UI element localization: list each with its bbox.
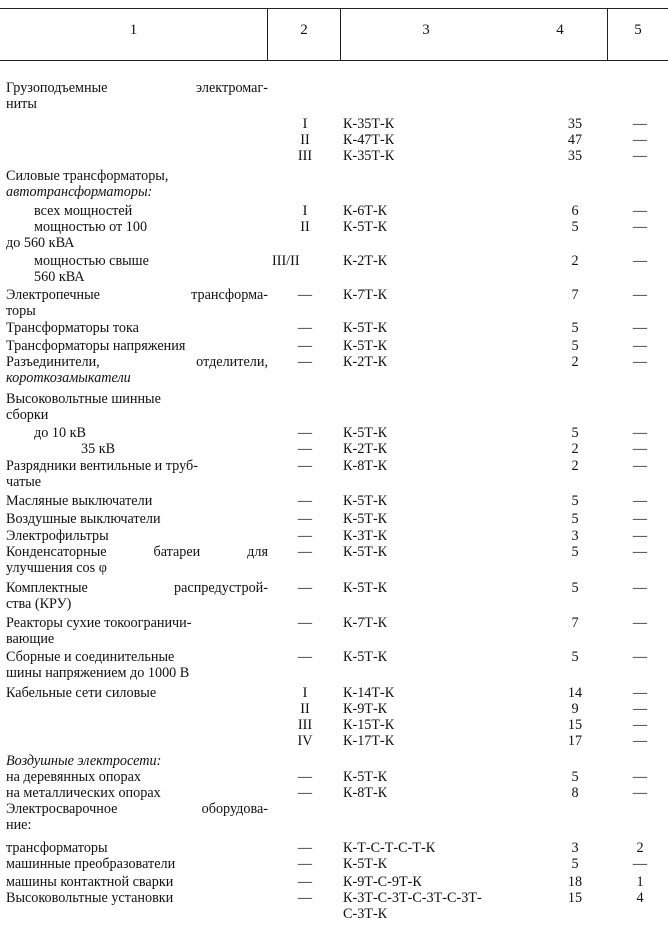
equipment-name bbox=[6, 253, 268, 285]
equipment-name-line: Грузоподъемные электромаг- bbox=[6, 80, 268, 96]
equipment-name-line: машинные преобразователи bbox=[6, 856, 176, 872]
category-cell: — bbox=[297, 856, 313, 872]
equipment-name-line: мощностью от 100 bbox=[34, 219, 148, 235]
repair-cycle-cell bbox=[343, 874, 543, 890]
equipment-name bbox=[6, 493, 268, 509]
category-cell: — bbox=[297, 649, 313, 665]
equipment-name-line: 560 кВА bbox=[34, 269, 85, 285]
equipment-name-line: Кабельные сети силовые bbox=[6, 685, 157, 701]
repair-cycle-cell bbox=[343, 649, 543, 665]
col5-cell: 2 bbox=[636, 840, 644, 856]
category-cell: — bbox=[297, 320, 313, 336]
interval-cell: 5 bbox=[571, 320, 579, 336]
interval-cell: 18 bbox=[567, 874, 583, 890]
repair-cycle-line: К-2Т-К bbox=[343, 354, 388, 370]
col5-cell: — bbox=[632, 354, 648, 370]
interval-cell: 2 bbox=[571, 458, 579, 474]
repair-cycle-line: К-35Т-К bbox=[343, 148, 395, 164]
col5-cell: — bbox=[632, 511, 648, 527]
repair-cycle-cell bbox=[343, 785, 543, 801]
equipment-name-line: Электропечные трансформа- bbox=[6, 287, 268, 303]
equipment-name bbox=[6, 701, 268, 717]
interval-cell: 5 bbox=[571, 425, 579, 441]
col5-cell: — bbox=[632, 287, 648, 303]
repair-cycle-line: К-Т-С-Т-С-Т-К bbox=[343, 840, 436, 856]
interval-cell: 5 bbox=[571, 544, 579, 560]
equipment-name bbox=[6, 840, 268, 856]
repair-cycle-cell bbox=[343, 168, 543, 184]
equipment-name bbox=[6, 890, 268, 906]
category-cell: I bbox=[302, 685, 308, 701]
repair-cycle-cell bbox=[343, 320, 543, 336]
col5-cell: — bbox=[632, 580, 648, 596]
interval-cell: 5 bbox=[571, 856, 579, 872]
repair-cycle-cell bbox=[343, 769, 543, 785]
col5-cell: — bbox=[632, 441, 648, 457]
category-cell: — bbox=[297, 338, 313, 354]
equipment-name bbox=[6, 391, 268, 423]
interval-cell: 5 bbox=[571, 580, 579, 596]
repair-cycle-cell bbox=[343, 116, 543, 132]
equipment-name-line: до 560 кВА bbox=[6, 235, 75, 251]
col5-cell: — bbox=[632, 649, 648, 665]
equipment-name-line: Конденсаторные батареи для bbox=[6, 544, 268, 560]
repair-cycle-cell bbox=[343, 733, 543, 749]
equipment-name-line: торы bbox=[6, 303, 36, 319]
repair-cycle-cell bbox=[343, 458, 543, 474]
equipment-name bbox=[6, 801, 268, 833]
col5-cell: — bbox=[632, 203, 648, 219]
equipment-name-line bbox=[6, 132, 268, 148]
category-cell: III bbox=[297, 717, 313, 733]
col5-cell: — bbox=[632, 320, 648, 336]
repair-cycle-line bbox=[343, 801, 543, 817]
equipment-name-line: Реакторы сухие токоограничи- bbox=[6, 615, 192, 631]
equipment-name bbox=[6, 717, 268, 733]
category-cell: I bbox=[302, 203, 308, 219]
interval-cell: 3 bbox=[571, 528, 579, 544]
category-cell: II bbox=[300, 132, 310, 148]
col5-cell: — bbox=[632, 785, 648, 801]
equipment-name bbox=[6, 769, 268, 785]
equipment-name-line: 35 кВ bbox=[81, 441, 116, 457]
repair-cycle-line: С-3Т-К bbox=[343, 906, 388, 922]
equipment-name-line: Воздушные электросети: bbox=[6, 753, 162, 769]
repair-cycle-line: К-2Т-К bbox=[343, 253, 388, 269]
equipment-name-line: всех мощностей bbox=[34, 203, 133, 219]
equipment-name bbox=[6, 753, 268, 769]
repair-cycle-cell bbox=[343, 425, 543, 441]
equipment-name-line: Разъединители, отделители, bbox=[6, 354, 268, 370]
repair-cycle-line: К-14Т-К bbox=[343, 685, 395, 701]
equipment-name-line: Электросварочное оборудова- bbox=[6, 801, 268, 817]
equipment-name bbox=[6, 528, 268, 544]
repair-cycle-line: К-3Т-К bbox=[343, 528, 388, 544]
col5-cell: 1 bbox=[636, 874, 644, 890]
repair-cycle-cell bbox=[343, 685, 543, 701]
equipment-name-line: ства (КРУ) bbox=[6, 596, 72, 612]
repair-cycle-cell bbox=[343, 287, 543, 303]
category-cell: — bbox=[297, 890, 313, 906]
repair-cycle-cell bbox=[343, 890, 543, 922]
repair-cycle-line bbox=[343, 391, 543, 407]
repair-cycle-cell bbox=[343, 511, 543, 527]
equipment-name-line: Разрядники вентильные и труб- bbox=[6, 458, 198, 474]
equipment-name-line bbox=[6, 701, 268, 717]
equipment-name-line: Масляные выключатели bbox=[6, 493, 153, 509]
col5-cell: — bbox=[632, 425, 648, 441]
repair-cycle-line: К-5Т-К bbox=[343, 219, 388, 235]
col5-cell: — bbox=[632, 458, 648, 474]
equipment-name-line: Электрофильтры bbox=[6, 528, 109, 544]
repair-cycle-cell bbox=[343, 701, 543, 717]
interval-cell: 5 bbox=[571, 338, 579, 354]
interval-cell: 5 bbox=[571, 769, 579, 785]
equipment-name-line: сборки bbox=[6, 407, 49, 423]
category-cell: III/II bbox=[272, 253, 300, 269]
equipment-name bbox=[6, 320, 268, 336]
equipment-name bbox=[6, 116, 268, 132]
col5-cell: — bbox=[632, 493, 648, 509]
repair-cycle-line: К-9Т-К bbox=[343, 701, 388, 717]
repair-cycle-line: К-5Т-К bbox=[343, 544, 388, 560]
equipment-name bbox=[6, 511, 268, 527]
equipment-name bbox=[6, 544, 268, 576]
repair-cycle-cell bbox=[343, 441, 543, 457]
equipment-name bbox=[6, 856, 268, 872]
col5-cell: — bbox=[632, 132, 648, 148]
repair-cycle-line: К-3Т-С-3Т-С-3Т-С-3Т- bbox=[343, 890, 482, 906]
category-cell: II bbox=[300, 701, 310, 717]
repair-cycle-line: К-47Т-К bbox=[343, 132, 395, 148]
equipment-name bbox=[6, 338, 268, 354]
col5-cell: — bbox=[632, 528, 648, 544]
interval-cell: 35 bbox=[567, 116, 583, 132]
equipment-name bbox=[6, 874, 268, 890]
header-col-5: 5 bbox=[634, 22, 642, 38]
equipment-name-line bbox=[6, 733, 268, 749]
col5-cell: — bbox=[632, 856, 648, 872]
equipment-name-line: на металлических опорах bbox=[6, 785, 161, 801]
equipment-name bbox=[6, 441, 268, 457]
category-cell: — bbox=[297, 287, 313, 303]
repair-cycle-line: К-8Т-К bbox=[343, 785, 388, 801]
interval-cell: 7 bbox=[571, 287, 579, 303]
header-col-2: 2 bbox=[300, 22, 308, 38]
repair-cycle-line: К-35Т-К bbox=[343, 116, 395, 132]
equipment-name-line: Сборные и соединительные bbox=[6, 649, 175, 665]
repair-cycle-cell bbox=[343, 493, 543, 509]
category-cell: — bbox=[297, 354, 313, 370]
repair-cycle-cell bbox=[343, 391, 543, 407]
equipment-name bbox=[6, 219, 268, 251]
category-cell: II bbox=[300, 219, 310, 235]
equipment-name-line: автотрансформаторы: bbox=[6, 184, 153, 200]
equipment-name-line: трансформаторы bbox=[6, 840, 108, 856]
interval-cell: 14 bbox=[567, 685, 583, 701]
interval-cell: 3 bbox=[571, 840, 579, 856]
top-rule bbox=[0, 8, 668, 9]
equipment-name bbox=[6, 649, 268, 681]
category-cell: IV bbox=[297, 733, 313, 749]
repair-cycle-cell bbox=[343, 148, 543, 164]
header-col-1: 1 bbox=[129, 22, 138, 38]
equipment-name-line bbox=[6, 148, 268, 164]
equipment-name-line: Комплектные распредустрой- bbox=[6, 580, 268, 596]
repair-cycle-cell bbox=[343, 580, 543, 596]
category-cell: III bbox=[297, 148, 313, 164]
interval-cell: 5 bbox=[571, 219, 579, 235]
equipment-name-line: мощностью свыше bbox=[34, 253, 149, 269]
repair-cycle-line: К-5Т-К bbox=[343, 769, 388, 785]
category-cell: — bbox=[297, 544, 313, 560]
repair-cycle-line: К-5Т-К bbox=[343, 580, 388, 596]
equipment-name bbox=[6, 580, 268, 612]
interval-cell: 6 bbox=[571, 203, 579, 219]
equipment-name-line bbox=[6, 116, 268, 132]
col5-cell: — bbox=[632, 338, 648, 354]
col5-cell: — bbox=[632, 116, 648, 132]
equipment-name bbox=[6, 425, 268, 441]
repair-cycle-line: К-5Т-К bbox=[343, 493, 388, 509]
equipment-name-line: до 10 кВ bbox=[34, 425, 86, 441]
equipment-name-line: Воздушные выключатели bbox=[6, 511, 161, 527]
equipment-name-line: ние: bbox=[6, 817, 32, 833]
repair-cycle-cell bbox=[343, 840, 543, 856]
col5-cell: — bbox=[632, 685, 648, 701]
header-col-4: 4 bbox=[556, 22, 564, 38]
category-cell: — bbox=[297, 458, 313, 474]
equipment-name-line: Высоковольтные установки bbox=[6, 890, 174, 906]
repair-cycle-cell bbox=[343, 203, 543, 219]
equipment-name bbox=[6, 287, 268, 319]
category-cell: — bbox=[297, 528, 313, 544]
category-cell: — bbox=[297, 493, 313, 509]
col5-cell: — bbox=[632, 615, 648, 631]
category-cell: — bbox=[297, 785, 313, 801]
col5-cell: — bbox=[632, 219, 648, 235]
interval-cell: 7 bbox=[571, 615, 579, 631]
category-cell: — bbox=[297, 511, 313, 527]
repair-cycle-line: К-5Т-К bbox=[343, 511, 388, 527]
category-cell: — bbox=[297, 580, 313, 596]
repair-cycle-line: К-7Т-К bbox=[343, 615, 388, 631]
repair-cycle-line: К-5Т-К bbox=[343, 856, 388, 872]
interval-cell: 8 bbox=[571, 785, 579, 801]
interval-cell: 15 bbox=[567, 890, 583, 906]
interval-cell: 9 bbox=[571, 701, 579, 717]
interval-cell: 2 bbox=[571, 441, 579, 457]
repair-cycle-cell bbox=[343, 338, 543, 354]
category-cell: I bbox=[302, 116, 308, 132]
equipment-name bbox=[6, 458, 268, 490]
interval-cell: 5 bbox=[571, 511, 579, 527]
col5-cell: — bbox=[632, 253, 648, 269]
col5-cell: 4 bbox=[636, 890, 644, 906]
equipment-name-line: Трансформаторы тока bbox=[6, 320, 139, 336]
repair-cycle-line bbox=[343, 168, 543, 184]
repair-cycle-cell bbox=[343, 615, 543, 631]
interval-cell: 5 bbox=[571, 649, 579, 665]
interval-cell: 35 bbox=[567, 148, 583, 164]
equipment-name bbox=[6, 80, 268, 112]
equipment-name bbox=[6, 685, 268, 701]
category-cell: — bbox=[297, 874, 313, 890]
interval-cell: 17 bbox=[567, 733, 583, 749]
repair-cycle-cell bbox=[343, 219, 543, 235]
repair-cycle-line: К-5Т-К bbox=[343, 425, 388, 441]
equipment-name bbox=[6, 785, 268, 801]
repair-cycle-line: К-17Т-К bbox=[343, 733, 395, 749]
col5-cell: — bbox=[632, 717, 648, 733]
equipment-name bbox=[6, 354, 268, 386]
equipment-name-line: вающие bbox=[6, 631, 55, 647]
header-col-3: 3 bbox=[422, 22, 430, 38]
interval-cell: 5 bbox=[571, 493, 579, 509]
repair-cycle-cell bbox=[343, 544, 543, 560]
repair-cycle-line: К-5Т-К bbox=[343, 649, 388, 665]
repair-cycle-cell bbox=[343, 80, 543, 96]
repair-cycle-line: К-7Т-К bbox=[343, 287, 388, 303]
category-cell: — bbox=[297, 840, 313, 856]
equipment-name-line: машины контактной сварки bbox=[6, 874, 174, 890]
equipment-name bbox=[6, 148, 268, 164]
repair-cycle-line bbox=[343, 80, 543, 96]
equipment-name-line: Трансформаторы напряжения bbox=[6, 338, 186, 354]
repair-cycle-cell bbox=[343, 753, 543, 769]
equipment-name-line: чатые bbox=[6, 474, 42, 490]
equipment-name-line: Силовые трансформаторы, bbox=[6, 168, 169, 184]
equipment-name-line: улучшения cos φ bbox=[6, 560, 107, 576]
col5-cell: — bbox=[632, 544, 648, 560]
repair-cycle-cell bbox=[343, 801, 543, 817]
col5-cell: — bbox=[632, 148, 648, 164]
repair-cycle-cell bbox=[343, 717, 543, 733]
equipment-name-line: короткозамыкатели bbox=[6, 370, 131, 386]
equipment-name bbox=[6, 733, 268, 749]
equipment-name-line: ниты bbox=[6, 96, 37, 112]
col5-cell: — bbox=[632, 733, 648, 749]
equipment-name bbox=[6, 203, 268, 219]
equipment-name-line: Высоковольтные шинные bbox=[6, 391, 161, 407]
interval-cell: 15 bbox=[567, 717, 583, 733]
equipment-name bbox=[6, 615, 268, 647]
equipment-name-line: шины напряжением до 1000 В bbox=[6, 665, 190, 681]
category-cell: — bbox=[297, 769, 313, 785]
repair-cycle-line: К-6Т-К bbox=[343, 203, 388, 219]
repair-cycle-line: К-15Т-К bbox=[343, 717, 395, 733]
repair-cycle-cell bbox=[343, 528, 543, 544]
col5-cell: — bbox=[632, 701, 648, 717]
repair-cycle-line: К-8Т-К bbox=[343, 458, 388, 474]
repair-cycle-line: К-5Т-К bbox=[343, 320, 388, 336]
repair-cycle-line: К-2Т-К bbox=[343, 441, 388, 457]
equipment-name-line: на деревянных опорах bbox=[6, 769, 142, 785]
interval-cell: 2 bbox=[571, 253, 579, 269]
repair-cycle-line bbox=[343, 753, 543, 769]
repair-cycle-cell bbox=[343, 856, 543, 872]
interval-cell: 2 bbox=[571, 354, 579, 370]
equipment-name bbox=[6, 168, 268, 200]
repair-cycle-cell bbox=[343, 354, 543, 370]
repair-cycle-cell bbox=[343, 132, 543, 148]
category-cell: — bbox=[297, 425, 313, 441]
equipment-name-line bbox=[6, 717, 268, 733]
category-cell: — bbox=[297, 615, 313, 631]
repair-cycle-cell bbox=[343, 253, 543, 269]
category-cell: — bbox=[297, 441, 313, 457]
equipment-name bbox=[6, 132, 268, 148]
repair-cycle-line: К-9Т-С-9Т-К bbox=[343, 874, 422, 890]
interval-cell: 47 bbox=[567, 132, 583, 148]
repair-cycle-line: К-5Т-К bbox=[343, 338, 388, 354]
header-rule bbox=[0, 60, 668, 61]
col5-cell: — bbox=[632, 769, 648, 785]
